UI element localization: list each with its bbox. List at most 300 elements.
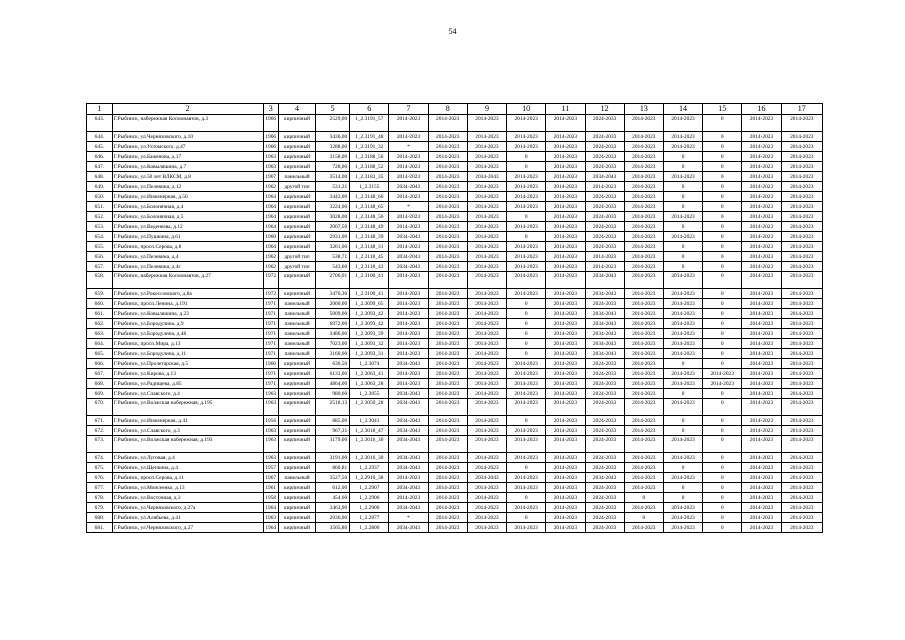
cell-period-col15: 0 xyxy=(703,359,742,369)
cell-object-code: 1_2.2800 xyxy=(350,523,389,533)
cell-wall-material: другой тип xyxy=(278,252,315,262)
cell-period-col16: 2014-2023 xyxy=(742,339,781,349)
cell-area: 2931,00 xyxy=(316,232,350,242)
cell-period-col16: 2014-2023 xyxy=(742,513,781,523)
cell-period-col7: 2034-2043 xyxy=(389,389,428,399)
cell-object-code: 1_2.3148_31 xyxy=(350,242,389,252)
cell-period-col11: 2014-2023 xyxy=(546,115,585,132)
cell-period-col11: 2014-2023 xyxy=(546,389,585,399)
cell-period-col9: 2014-2023 xyxy=(467,162,506,172)
cell-period-col8: 2014-2023 xyxy=(428,493,467,503)
cell-period-col14: 0 xyxy=(663,252,702,262)
cell-area: 3436,00 xyxy=(316,132,350,142)
cell-row-number: 652. xyxy=(87,212,113,222)
cell-period-col12: 2024-2033 xyxy=(585,503,624,513)
cell-area: 3527,50 xyxy=(316,473,350,483)
cell-row-number: 651. xyxy=(87,202,113,212)
page-number: 54 xyxy=(448,27,457,36)
cell-period-col11: 2014-2023 xyxy=(546,503,585,513)
cell-period-col16: 2014-2023 xyxy=(742,523,781,533)
cell-object-code: 1_2.3041 xyxy=(350,416,389,426)
cell-address: Г.Рыбинск, ул.50 лет ВЛКСМ, д.8 xyxy=(112,172,263,182)
cell-period-col11: 2014-2023 xyxy=(546,132,585,142)
cell-period-col17: 2014-2023 xyxy=(781,399,822,416)
cell-period-col14: 2014-2023 xyxy=(663,212,702,222)
cell-build-year: 1958 xyxy=(263,493,278,503)
table-row xyxy=(87,272,823,289)
cell-period-col12: 2014-2023 xyxy=(585,252,624,262)
cell-period-col10: 0 xyxy=(507,152,546,162)
cell-row-number: 653. xyxy=(87,222,113,232)
cell-period-col11: 2014-2023 xyxy=(546,416,585,426)
cell-period-col13: 2014-2023 xyxy=(624,289,663,299)
table-row xyxy=(87,289,823,299)
cell-build-year: 1964 xyxy=(263,192,278,202)
cell-period-col13: 2014-2023 xyxy=(624,523,663,533)
cell-period-col7: 2014-2023 xyxy=(389,172,428,182)
cell-address: Г.Рыбинск, ул.Пелевина, д.4 xyxy=(112,252,263,262)
cell-wall-material: панельный xyxy=(278,473,315,483)
cell-object-code: 1_2.3148_66 xyxy=(350,192,389,202)
cell-period-col9: 2014-2023 xyxy=(467,142,506,152)
cell-object-code: 1_2.3155 xyxy=(350,182,389,192)
cell-object-code: 1_2.3093_42 xyxy=(350,309,389,319)
cell-address: Г.Рыбинск, ул.Кирова, д.13 xyxy=(112,369,263,379)
cell-period-col15: 0 xyxy=(703,272,742,289)
cell-build-year: 1963 xyxy=(263,152,278,162)
column-header-2: 2 xyxy=(112,104,263,115)
cell-period-col11: 2014-2023 xyxy=(546,152,585,162)
cell-wall-material: кирпичный xyxy=(278,463,315,473)
cell-wall-material: кирпичный xyxy=(278,162,315,172)
cell-area: 454,60 xyxy=(316,493,350,503)
cell-wall-material: кирпичный xyxy=(278,523,315,533)
column-header-1: 1 xyxy=(87,104,113,115)
cell-period-col15: 0 xyxy=(703,289,742,299)
cell-area: 3224,00 xyxy=(316,202,350,212)
cell-period-col17: 2014-2023 xyxy=(781,473,822,483)
cell-period-col10: 2014-2023 xyxy=(507,182,546,192)
cell-build-year: 1963 xyxy=(263,389,278,399)
cell-row-number: 649. xyxy=(87,182,113,192)
cell-area: 728,00 xyxy=(316,162,350,172)
cell-object-code: 1_2.2877 xyxy=(350,513,389,523)
cell-period-col11: 2014-2023 xyxy=(546,162,585,172)
cell-object-code: 1_2.3093_31 xyxy=(350,349,389,359)
cell-period-col7: 2014-2023 xyxy=(389,329,428,339)
cell-period-col14: 2014-2023 xyxy=(663,172,702,182)
cell-period-col12: 2034-2043 xyxy=(585,172,624,182)
housing-table xyxy=(86,103,823,533)
table-row xyxy=(87,339,823,349)
table-row xyxy=(87,319,823,329)
cell-build-year: 1971 xyxy=(263,379,278,389)
cell-period-col14: 2014-2023 xyxy=(663,329,702,339)
cell-period-col12: 2024-2033 xyxy=(585,232,624,242)
cell-period-col9: 2034-2043 xyxy=(467,473,506,483)
column-header-15: 15 xyxy=(703,104,742,115)
cell-period-col16: 2014-2023 xyxy=(742,473,781,483)
cell-build-year: 1960 xyxy=(263,359,278,369)
cell-period-col17: 2014-2023 xyxy=(781,115,822,132)
cell-period-col9: 2014-2023 xyxy=(467,416,506,426)
cell-period-col17: 2014-2023 xyxy=(781,152,822,162)
cell-period-col14: 0 xyxy=(663,463,702,473)
cell-period-col17: 2014-2023 xyxy=(781,483,822,493)
cell-period-col8: 2014-2023 xyxy=(428,262,467,272)
cell-row-number: 670. xyxy=(87,399,113,416)
cell-period-col12: 2024-2033 xyxy=(585,152,624,162)
cell-period-col7: 2014-2023 xyxy=(389,493,428,503)
cell-period-col9: 2014-2023 xyxy=(467,523,506,533)
cell-address: Г.Рыбинск, ул.Инженерная, д.41 xyxy=(112,416,263,426)
cell-row-number: 658. xyxy=(87,272,113,289)
cell-period-col7: 2014-2023 xyxy=(389,349,428,359)
cell-row-number: 677. xyxy=(87,483,113,493)
cell-build-year: 1963 xyxy=(263,513,278,523)
cell-period-col10: 0 xyxy=(507,319,546,329)
table-row xyxy=(87,262,823,272)
cell-period-col8: 2014-2023 xyxy=(428,192,467,202)
cell-period-col7: 2014-2023 xyxy=(389,289,428,299)
cell-period-col8: 2014-2023 xyxy=(428,513,467,523)
cell-area: 2529,00 xyxy=(316,115,350,132)
cell-period-col12: 2024-2033 xyxy=(585,369,624,379)
cell-period-col12: 2024-2033 xyxy=(585,389,624,399)
cell-object-code: 1_2.3148_39 xyxy=(350,232,389,242)
cell-period-col13: 2014-2023 xyxy=(624,242,663,252)
cell-row-number: 676. xyxy=(87,473,113,483)
table-row xyxy=(87,349,823,359)
cell-period-col10: 0 xyxy=(507,339,546,349)
cell-wall-material: панельный xyxy=(278,329,315,339)
cell-build-year: 1972 xyxy=(263,272,278,289)
cell-period-col10: 0 xyxy=(507,329,546,339)
cell-period-col17: 2014-2023 xyxy=(781,289,822,299)
cell-period-col12: 2034-2043 xyxy=(585,349,624,359)
cell-period-col7: 2014-2023 xyxy=(389,379,428,389)
cell-row-number: 668. xyxy=(87,379,113,389)
cell-period-col13: 2014-2023 xyxy=(624,463,663,473)
cell-period-col16: 2014-2023 xyxy=(742,436,781,453)
cell-area: 3476,30 xyxy=(316,289,350,299)
cell-period-col10: 2014-2023 xyxy=(507,426,546,436)
cell-object-code: 1_2.3063_41 xyxy=(350,369,389,379)
cell-period-col17: 2014-2023 xyxy=(781,349,822,359)
cell-period-col16: 2014-2023 xyxy=(742,222,781,232)
cell-period-col7: 2034-2043 xyxy=(389,436,428,453)
cell-area: 4864,00 xyxy=(316,379,350,389)
table-header-row xyxy=(87,104,823,115)
cell-period-col10: 0 xyxy=(507,162,546,172)
cell-period-col16: 2014-2023 xyxy=(742,503,781,513)
cell-address: Г.Рыбинск, просп.Серова, д.11 xyxy=(112,473,263,483)
cell-period-col17: 2014-2023 xyxy=(781,453,822,463)
cell-wall-material: кирпичный xyxy=(278,152,315,162)
cell-address: Г.Рыбинск, ул.Бородулина, д.48 xyxy=(112,329,263,339)
cell-period-col10: 2014-2023 xyxy=(507,242,546,252)
cell-period-col17: 2014-2023 xyxy=(781,232,822,242)
cell-period-col10: 0 xyxy=(507,309,546,319)
cell-period-col8: 2014-2023 xyxy=(428,309,467,319)
cell-period-col10: 2014-2023 xyxy=(507,523,546,533)
cell-period-col14: 2014-2023 xyxy=(663,379,702,389)
cell-address: Г.Рыбинск, ул.Луговая, д.4 xyxy=(112,453,263,463)
cell-period-col15: 2014-2023 xyxy=(703,369,742,379)
table-row xyxy=(87,222,823,232)
cell-period-col11: 2014-2023 xyxy=(546,252,585,262)
cell-period-col13: 2014-2023 xyxy=(624,142,663,152)
cell-object-code: 1_2.2900 xyxy=(350,503,389,513)
cell-object-code: 1_2.3050_28 xyxy=(350,399,389,416)
cell-object-code: 1_2.2937 xyxy=(350,463,389,473)
cell-row-number: 680. xyxy=(87,513,113,523)
cell-period-col14: 0 xyxy=(663,242,702,252)
cell-period-col7: 2014-2023 xyxy=(389,272,428,289)
cell-period-col10: 2014-2023 xyxy=(507,473,546,483)
cell-period-col15: 0 xyxy=(703,172,742,182)
cell-period-col17: 2014-2023 xyxy=(781,222,822,232)
cell-period-col15: 0 xyxy=(703,436,742,453)
cell-period-col15: 0 xyxy=(703,329,742,339)
cell-row-number: 645. xyxy=(87,142,113,152)
cell-period-col16: 2014-2023 xyxy=(742,389,781,399)
table-row xyxy=(87,399,823,416)
cell-period-col14: 0 xyxy=(663,493,702,503)
cell-period-col16: 2014-2023 xyxy=(742,289,781,299)
cell-period-col17: 2014-2023 xyxy=(781,202,822,212)
cell-period-col14: 2014-2023 xyxy=(663,503,702,513)
cell-period-col9: 2014-2023 xyxy=(467,399,506,416)
cell-address: Г.Рыбинск, просп.Ленина, д.191 xyxy=(112,299,263,309)
cell-period-col8: 2014-2023 xyxy=(428,299,467,309)
cell-period-col7: 2014-2023 xyxy=(389,299,428,309)
cell-period-col10: 2014-2023 xyxy=(507,272,546,289)
cell-period-col10: 2014-2023 xyxy=(507,289,546,299)
cell-wall-material: панельный xyxy=(278,349,315,359)
cell-period-col11: 2014-2023 xyxy=(546,473,585,483)
cell-period-col8: 2014-2023 xyxy=(428,162,467,172)
cell-object-code: 1_2.3016_30 xyxy=(350,436,389,453)
cell-address: Г.Рыбинск, ул.Славского, д.4 xyxy=(112,389,263,399)
cell-period-col16: 2014-2023 xyxy=(742,379,781,389)
cell-row-number: 671. xyxy=(87,416,113,426)
cell-period-col13: 2014-2023 xyxy=(624,152,663,162)
cell-period-col14: 0 xyxy=(663,222,702,232)
cell-period-col14: 2014-2023 xyxy=(663,319,702,329)
cell-period-col10: 0 xyxy=(507,232,546,242)
cell-period-col14: 2014-2023 xyxy=(663,339,702,349)
cell-area: 3261,00 xyxy=(316,242,350,252)
cell-period-col13: 2014-2023 xyxy=(624,329,663,339)
cell-period-col14: 0 xyxy=(663,162,702,172)
table-row xyxy=(87,182,823,192)
cell-build-year: 1960 xyxy=(263,232,278,242)
cell-period-col17: 2014-2023 xyxy=(781,463,822,473)
cell-period-col13: 2014-2023 xyxy=(624,473,663,483)
cell-period-col12: 2024-2033 xyxy=(585,436,624,453)
cell-period-col7: 2034-2043 xyxy=(389,359,428,369)
cell-period-col7: 2014-2023 xyxy=(389,115,428,132)
cell-period-col10: 2014-2023 xyxy=(507,483,546,493)
table-row xyxy=(87,473,823,483)
cell-period-col7: 2014-2023 xyxy=(389,242,428,252)
table-row xyxy=(87,389,823,399)
cell-period-col7: 2034-2043 xyxy=(389,399,428,416)
cell-period-col8: 2014-2023 xyxy=(428,329,467,339)
cell-period-col17: 2014-2023 xyxy=(781,212,822,222)
cell-row-number: 648. xyxy=(87,172,113,182)
cell-period-col12: 2034-2043 xyxy=(585,289,624,299)
cell-period-col13: 2014-2023 xyxy=(624,359,663,369)
cell-area: 980,60 xyxy=(316,389,350,399)
cell-period-col14: 0 xyxy=(663,359,702,369)
cell-wall-material: кирпичный xyxy=(278,132,315,142)
cell-row-number: 681. xyxy=(87,523,113,533)
cell-row-number: 647. xyxy=(87,162,113,172)
cell-wall-material: панельный xyxy=(278,299,315,309)
cell-object-code: 1_2.3191_32 xyxy=(350,142,389,152)
table-row xyxy=(87,503,823,513)
cell-address: Г.Рыбинск, набережная Космонавтов, д.27 xyxy=(112,272,263,289)
cell-period-col12: 2024-2033 xyxy=(585,115,624,132)
cell-object-code: 1_2.3148_65 xyxy=(350,202,389,212)
cell-period-col7: 2034-2043 xyxy=(389,252,428,262)
cell-build-year: 1964 xyxy=(263,222,278,232)
cell-row-number: 679. xyxy=(87,503,113,513)
cell-period-col14: 0 xyxy=(663,426,702,436)
cell-build-year: 1966 xyxy=(263,142,278,152)
cell-period-col9: 2014-2023 xyxy=(467,389,506,399)
cell-period-col15: 0 xyxy=(703,416,742,426)
cell-row-number: 666. xyxy=(87,359,113,369)
cell-period-col10: 2014-2023 xyxy=(507,252,546,262)
cell-build-year: 1966 xyxy=(263,132,278,142)
table-row xyxy=(87,453,823,463)
cell-period-col12: 2034-2043 xyxy=(585,319,624,329)
cell-period-col16: 2014-2023 xyxy=(742,272,781,289)
cell-period-col8: 2014-2023 xyxy=(428,252,467,262)
cell-period-col13: 2014-2023 xyxy=(624,483,663,493)
cell-period-col12: 2034-2043 xyxy=(585,473,624,483)
cell-object-code: 1_2.3188_52 xyxy=(350,162,389,172)
cell-period-col17: 2014-2023 xyxy=(781,389,822,399)
cell-period-col7: 2034-2043 xyxy=(389,523,428,533)
table-row xyxy=(87,115,823,132)
cell-area: 2060,00 xyxy=(316,299,350,309)
cell-period-col14: 2014-2023 xyxy=(663,436,702,453)
cell-period-col10: 2014-2023 xyxy=(507,115,546,132)
column-header-17: 17 xyxy=(781,104,822,115)
table-row xyxy=(87,202,823,212)
cell-period-col8: 2014-2023 xyxy=(428,453,467,463)
cell-build-year: 1963 xyxy=(263,436,278,453)
cell-address: Г.Рыбинск, ул.Волжская набережная, д.193 xyxy=(112,436,263,453)
cell-row-number: 656. xyxy=(87,252,113,262)
table-row xyxy=(87,359,823,369)
table-row xyxy=(87,142,823,152)
cell-area: 543,60 xyxy=(316,262,350,272)
cell-period-col12: 2024-2033 xyxy=(585,483,624,493)
cell-build-year: 1972 xyxy=(263,289,278,299)
cell-period-col11: 2014-2023 xyxy=(546,513,585,523)
column-header-11: 11 xyxy=(546,104,585,115)
cell-period-col17: 2014-2023 xyxy=(781,379,822,389)
cell-build-year: 1964 xyxy=(263,242,278,252)
cell-wall-material: кирпичный xyxy=(278,483,315,493)
cell-period-col11: 2014-2023 xyxy=(546,379,585,389)
cell-build-year: 1971 xyxy=(263,349,278,359)
cell-row-number: 675. xyxy=(87,463,113,473)
cell-period-col13: 2014-2023 xyxy=(624,172,663,182)
cell-period-col12: 2024-2033 xyxy=(585,222,624,232)
cell-wall-material: кирпичный xyxy=(278,513,315,523)
cell-period-col16: 2014-2023 xyxy=(742,262,781,272)
cell-period-col8: 2014-2023 xyxy=(428,379,467,389)
cell-address: Г.Рыбинск, ул.Славского, д.3 xyxy=(112,426,263,436)
cell-build-year: 1971 xyxy=(263,309,278,319)
cell-period-col11: 2014-2023 xyxy=(546,426,585,436)
column-header-4: 4 xyxy=(278,104,315,115)
cell-period-col11: 2014-2023 xyxy=(546,339,585,349)
cell-period-col16: 2014-2023 xyxy=(742,232,781,242)
cell-address: Г.Рыбинск, ул.Черняховского, д.10 xyxy=(112,132,263,142)
cell-object-code: 1_2.3074 xyxy=(350,359,389,369)
cell-address: Г.Рыбинск, ул.Моисеенко, д.13 xyxy=(112,483,263,493)
cell-period-col17: 2014-2023 xyxy=(781,523,822,533)
cell-period-col13: 2014-2023 xyxy=(624,262,663,272)
table-row xyxy=(87,299,823,309)
cell-period-col16: 2014-2023 xyxy=(742,493,781,503)
cell-period-col11: 2014-2023 xyxy=(546,212,585,222)
cell-object-code: 1_2.2907 xyxy=(350,483,389,493)
cell-period-col13: 2014-2023 xyxy=(624,192,663,202)
cell-period-col9: 2014-2023 xyxy=(467,182,506,192)
cell-period-col7: 2034-2043 xyxy=(389,503,428,513)
cell-period-col14: 2014-2023 xyxy=(663,513,702,523)
cell-period-col8: 2014-2023 xyxy=(428,132,467,142)
cell-period-col10: 2014-2023 xyxy=(507,262,546,272)
cell-period-col15: 0 xyxy=(703,222,742,232)
table-row xyxy=(87,152,823,162)
cell-period-col11: 2014-2023 xyxy=(546,436,585,453)
cell-period-col10: 0 xyxy=(507,349,546,359)
cell-area: 5009,00 xyxy=(316,309,350,319)
cell-period-col11: 2014-2023 xyxy=(546,222,585,232)
cell-period-col7: * xyxy=(389,202,428,212)
cell-period-col8: 2014-2023 xyxy=(428,339,467,349)
cell-period-col12: 2034-2043 xyxy=(585,339,624,349)
cell-period-col8: 2014-2023 xyxy=(428,426,467,436)
cell-build-year: 1967 xyxy=(263,473,278,483)
cell-period-col17: 2014-2023 xyxy=(781,252,822,262)
cell-period-col9: 2014-2023 xyxy=(467,436,506,453)
cell-period-col15: 2014-2023 xyxy=(703,379,742,389)
cell-period-col10: 0 xyxy=(507,493,546,503)
cell-wall-material: кирпичный xyxy=(278,289,315,299)
cell-row-number: 650. xyxy=(87,192,113,202)
cell-address: Г.Рыбинск, ул.Инженерная, д.56 xyxy=(112,192,263,202)
cell-area: 3191,00 xyxy=(316,453,350,463)
cell-object-code: 1_2.3016_30 xyxy=(350,453,389,463)
cell-period-col11: 2014-2023 xyxy=(546,309,585,319)
cell-period-col14: 2014-2023 xyxy=(663,272,702,289)
cell-row-number: 661. xyxy=(87,309,113,319)
cell-address: Г.Рыбинск, ул.Волжская набережная, д.195 xyxy=(112,399,263,416)
cell-period-col9: 2014-2023 xyxy=(467,272,506,289)
cell-period-col16: 2014-2023 xyxy=(742,299,781,309)
cell-period-col10: 2014-2023 xyxy=(507,192,546,202)
